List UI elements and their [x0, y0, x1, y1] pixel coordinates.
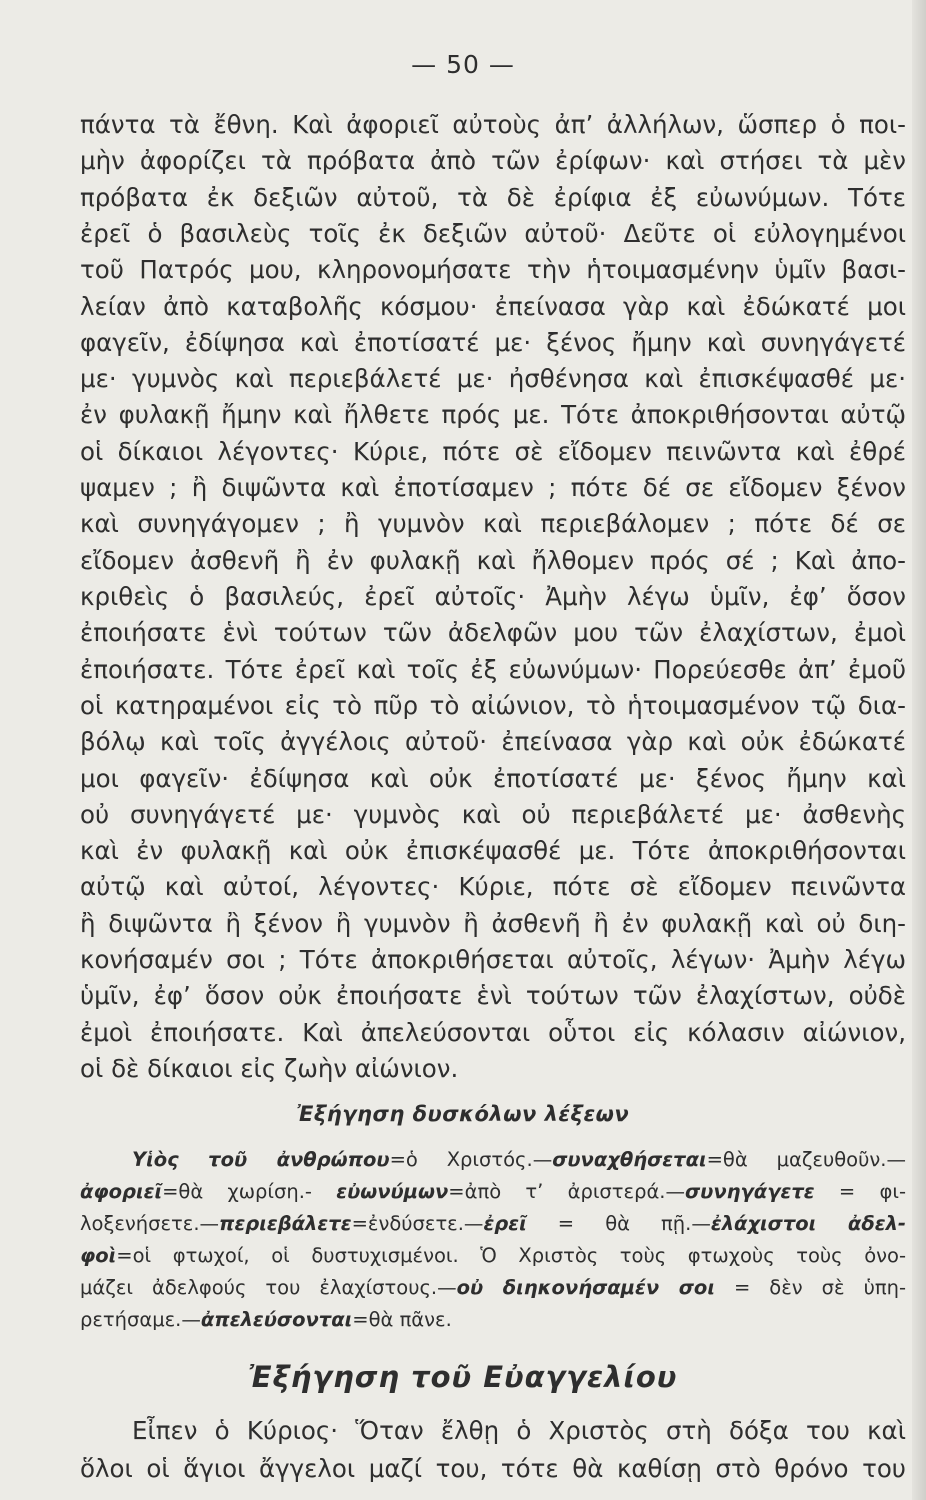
text-line: οὐ συνηγάγετέ με· γυμνὸς καὶ οὐ περιεβάλετέ με· ἀσθενὴς — [80, 800, 906, 829]
glossary-line — [80, 1240, 906, 1272]
text-line: τοῦ Πατρός μου, κληρονομήσατε τὴν ἡτοιμασμένην ὑμῖν βασι- — [80, 255, 906, 284]
text-line: λείαν ἀπὸ καταβολῆς κόσμου· ἐπείνασα γὰρ καὶ ἐδώκατέ μοι — [80, 292, 906, 321]
glossary-term: περιεβάλετε — [219, 1212, 352, 1235]
glossary-definition: =ἀπὸ τ’ ἀριστερά.— — [448, 1180, 685, 1203]
glossary-line — [80, 1304, 906, 1336]
glossary-term: ἐρεῖ — [483, 1212, 527, 1235]
glossary-definition: μάζει ἀδελφούς του ἐλαχίστους.— — [80, 1276, 457, 1299]
text-line: βόλῳ καὶ τοῖς ἀγγέλοις αὐτοῦ· ἐπείνασα γὰρ καὶ οὐκ ἐδώκατέ — [80, 727, 906, 756]
text-line: οἱ δὲ δίκαιοι εἰς ζωὴν αἰώνιον. — [80, 1054, 459, 1083]
text-line: πάντα τὰ ἔθνη. Καὶ ἀφοριεῖ αὐτοὺς ἀπ’ ἀλλήλων, ὥσπερ ὁ ποι- — [80, 110, 906, 139]
text-line: ἐποιήσατε. Τότε ἐρεῖ καὶ τοῖς ἐξ εὐωνύμων· Πορεύεσθε ἀπ’ ἐμοῦ — [80, 655, 906, 684]
text-line: καὶ συνηγάγομεν ; ἢ γυμνὸν καὶ περιεβάλομεν ; πότε δέ σε — [80, 509, 906, 538]
text-line: ὑμῖν, ἐφ’ ὅσον οὐκ ἐποιήσατε ἑνὶ τούτων τῶν ἐλαχίστων, οὐδὲ — [80, 981, 906, 1010]
text-line: ἢ διψῶντα ἢ ξένον ἢ γυμνὸν ἢ ἀσθενῆ ἢ ἐν φυλακῇ καὶ οὐ διη- — [80, 909, 906, 938]
glossary-term: ἀπελεύσονται — [200, 1308, 353, 1331]
text-line: μοι φαγεῖν· ἐδίψησα καὶ οὐκ ἐποτίσατέ με· ξένος ἤμην καὶ — [80, 764, 906, 793]
glossary-definition: =ἐνδύσετε.— — [351, 1212, 484, 1235]
text-line: φαγεῖν, ἐδίψησα καὶ ἐποτίσατέ με· ξένος ἤμην καὶ συνηγάγετέ — [80, 328, 906, 357]
page-number: — 50 — — [411, 50, 515, 79]
text-line: Εἶπεν ὁ Κύριος· Ὅταν ἔλθῃ ὁ Χριστὸς στὴ δόξα του καὶ — [132, 1416, 906, 1445]
glossary-term: Υἱὸς τοῦ ἀνθρώπου — [132, 1148, 390, 1171]
glossary-term: οὐ διηκονήσαμέν σοι — [456, 1276, 715, 1299]
glossary-definition: λοξενήσετε.— — [80, 1212, 220, 1235]
text-line: ἐμοὶ ἐποιήσατε. Καὶ ἀπελεύσονται οὗτοι εἰς κόλασιν αἰώνιον, — [80, 1018, 906, 1047]
glossary-term: συναχθήσεται — [552, 1148, 707, 1171]
text-line: οἱ κατηραμένοι εἰς τὸ πῦρ τὸ αἰώνιον, τὸ ἡτοιμασμένον τῷ δια- — [80, 691, 906, 720]
glossary-definition: =θὰ πᾶνε. — [352, 1308, 452, 1331]
text-line: κονήσαμέν σοι ; Τότε ἀποκριθήσεται αὐτοῖς, λέγων· Ἀμὴν λέγω — [80, 945, 906, 974]
glossary-definition: =θὰ μαζευθοῦν.— — [706, 1148, 906, 1171]
glossary-definition: = φι- — [814, 1180, 907, 1203]
glossary-definition: =θὰ χωρίση.- — [162, 1180, 337, 1203]
glossary-term: ἐλάχιστοι ἀδελ- — [710, 1212, 906, 1235]
explanation-title: Ἐξήγηση τοῦ Εὐαγγελίου — [248, 1360, 678, 1394]
text-line: ἐρεῖ ὁ βασιλεὺς τοῖς ἐκ δεξιῶν αὐτοῦ· Δεῦτε οἱ εὐλογημένοι — [80, 219, 906, 248]
glossary-term: φοὶ — [80, 1244, 117, 1267]
glossary-line — [80, 1176, 906, 1208]
glossary-definition: =οἱ φτωχοί, οἱ δυστυχισμένοι. Ὁ Χριστὸς τοὺς φτωχοὺς τοὺς ὀνο- — [116, 1244, 906, 1267]
page-edge-shadow — [912, 0, 926, 1500]
glossary-definition: = θὰ πῇ.— — [526, 1212, 711, 1235]
text-line: ὅλοι οἱ ἅγιοι ἄγγελοι μαζί του, τότε θὰ καθίσῃ στὸ θρόνο του — [80, 1454, 906, 1483]
text-line: ψαμεν ; ἢ διψῶντα καὶ ἐποτίσαμεν ; πότε δέ σε εἴδομεν ξένον — [80, 473, 906, 502]
text-line: κριθεὶς ὁ βασιλεύς, ἐρεῖ αὐτοῖς· Ἀμὴν λέγω ὑμῖν, ἐφ’ ὅσον — [80, 582, 906, 611]
text-line: μὴν ἀφορίζει τὰ πρόβατα ἀπὸ τῶν ἐρίφων· καὶ στήσει τὰ μὲν — [80, 146, 906, 175]
text-line: αὐτῷ καὶ αὐτοί, λέγοντες· Κύριε, πότε σὲ εἴδομεν πεινῶντα — [80, 872, 906, 901]
glossary-definition: =ὁ Χριστός.— — [389, 1148, 553, 1171]
text-line: ἐν φυλακῇ ἤμην καὶ ἤλθετε πρός με. Τότε ἀποκριθήσονται αὐτῷ — [80, 400, 906, 429]
glossary-line — [80, 1272, 906, 1304]
text-line: πρόβατα ἐκ δεξιῶν αὐτοῦ, τὰ δὲ ἐρίφια ἐξ εὐωνύμων. Τότε — [80, 183, 906, 212]
glossary-term: συνηγάγετε — [685, 1180, 815, 1203]
glossary-line — [132, 1144, 906, 1176]
glossary-title: Ἐξήγηση δυσκόλων λέξεων — [296, 1102, 630, 1126]
text-line: οἱ δίκαιοι λέγοντες· Κύριε, πότε σὲ εἴδομεν πεινῶντα καὶ ἐθρέ — [80, 437, 906, 466]
glossary-definition: = δὲν σὲ ὑπη- — [714, 1276, 906, 1299]
text-line: καὶ ἐν φυλακῇ καὶ οὐκ ἐπισκέψασθέ με. Τότε ἀποκριθήσονται — [80, 836, 906, 865]
glossary-term: ἀφοριεῖ — [80, 1180, 163, 1203]
text-line: με· γυμνὸς καὶ περιεβάλετέ με· ἠσθένησα καὶ ἐπισκέψασθέ με· — [80, 364, 906, 393]
glossary-term: εὐωνύμων — [336, 1180, 449, 1203]
glossary-definition: ρετήσαμε.— — [80, 1308, 201, 1331]
glossary-line — [80, 1208, 906, 1240]
text-line: ἐποιήσατε ἑνὶ τούτων τῶν ἀδελφῶν μου τῶν ἐλαχίστων, ἐμοὶ — [80, 618, 906, 647]
text-line: εἴδομεν ἀσθενῆ ἢ ἐν φυλακῇ καὶ ἤλθομεν πρός σέ ; Καὶ ἀπο- — [80, 546, 906, 575]
